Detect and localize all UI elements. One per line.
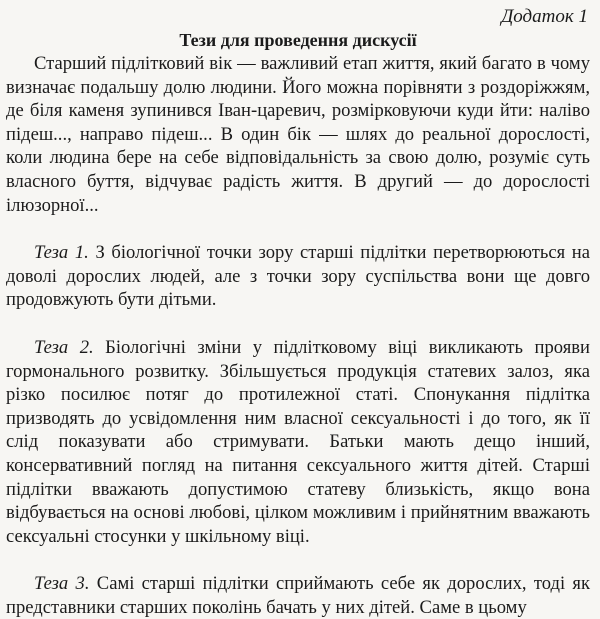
thesis-1-label: Теза 1.: [34, 242, 89, 264]
thesis-3-paragraph: [6, 572, 590, 619]
thesis-3-text: Самі старші підлітки сприймають себе як дорослих, тоді як представники старших поколінь бачать у них дітей. Саме в цьому: [6, 573, 590, 618]
thesis-2-paragraph: [6, 336, 590, 548]
paragraph-gap: [6, 548, 590, 572]
thesis-2-label: Теза 2.: [34, 336, 94, 358]
intro-paragraph: Старший підлітковий вік — важливий етап життя, який багато в чому визначає подальшу долю людини. Його можна порівняти з роздоріжжям, де біля каменя зупинився Іван-царевич, розмірковуючи куди йти: наліво підеш..., направо підеш... В один бік — шлях до реальної дорослості, коли людина бере на себе відповідальність за свою долю, розуміє суть власного буття, відчуває радість життя. В другий — до дорослості ілюзорної...: [6, 53, 590, 216]
thesis-1-paragraph: [6, 241, 590, 312]
paragraph-gap: [6, 312, 590, 336]
thesis-1-text: З біологічної точки зору старші підлітки перетворюються на доволі дорослих людей, але з точки зору суспільства вони ще довго продовжують бути дітьми.: [6, 242, 590, 311]
thesis-2-text: Біологічні зміни у підлітковому віці викликають прояви гормонального розвитку. Збільшується продукція статевих залоз, яка різко посилює потяг до протилежної статі. Спонукання підлітка призводять до усвідомлення ним власної сексуальності і до того, як її слід показувати або стримувати. Батьки мають дещо інший, консервативний погляд на питання сексуального життя дітей. Старші підлітки вважають допустимою статеву близькість, якщо вона відбувається на основі любові, цілком можливим і прийнятним вважають сексуальні стосунки у шкільному віці.: [6, 336, 590, 547]
document-title: Тези для проведення дискусії: [179, 30, 417, 50]
thesis-3-label: Теза 3.: [34, 573, 90, 595]
paragraph-gap: [6, 217, 590, 241]
appendix-label: Додаток 1: [501, 6, 588, 27]
